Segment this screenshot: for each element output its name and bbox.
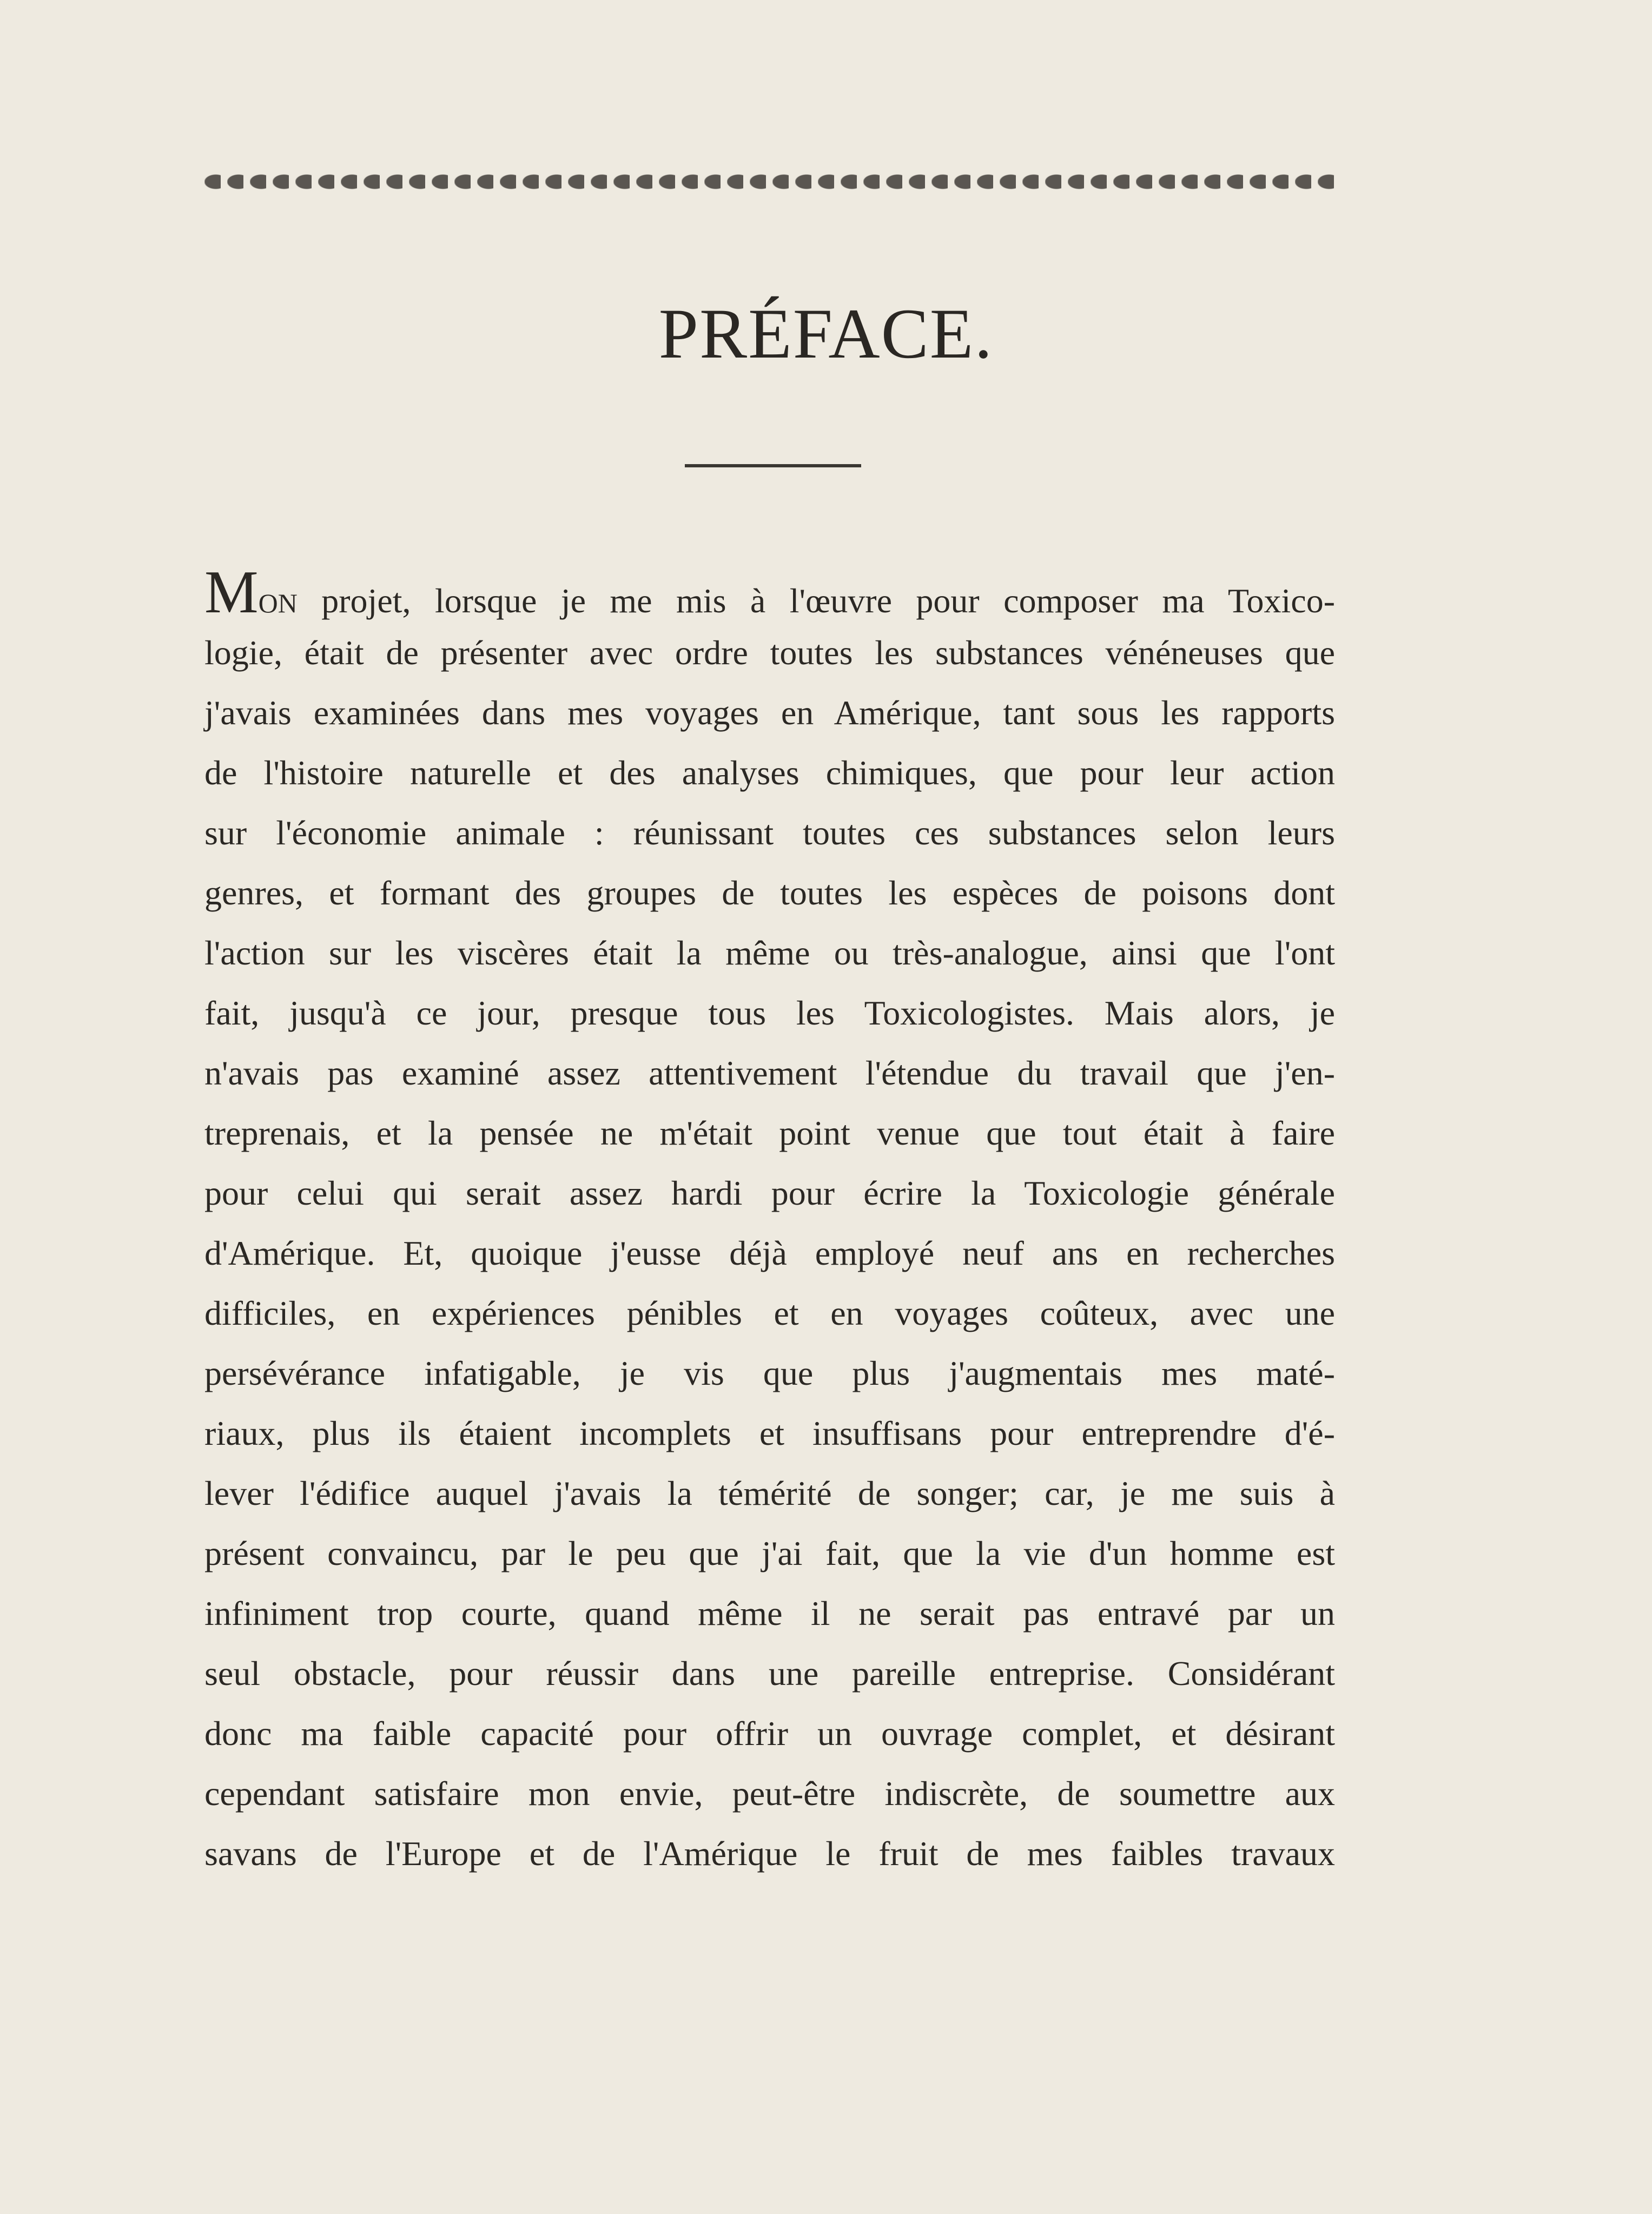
text-line-content: infiniment trop courte, quand même il ne serait pas entravé par un xyxy=(204,1594,1335,1633)
text-line-content: donc ma faible capacité pour offrir un ouvrage complet, et désirant xyxy=(204,1714,1335,1753)
text-line-content: difficiles, en expériences pénibles et en voyages coûteux, avec une xyxy=(204,1294,1335,1332)
text-line xyxy=(204,1283,1335,1343)
text-line-content: treprenais, et la pensée ne m'était point venue que tout était à faire xyxy=(204,1114,1335,1152)
first-line-text: projet, lorsque je me mis à l'œuvre pour composer ma Toxico- xyxy=(297,581,1335,620)
text-line xyxy=(204,683,1335,743)
text-line xyxy=(204,1043,1335,1103)
text-line xyxy=(204,1343,1335,1403)
text-line xyxy=(204,863,1335,923)
text-line-content: j'avais examinées dans mes voyages en Amérique, tant sous les rapports xyxy=(204,693,1335,732)
text-line-content: présent convaincu, par le peu que j'ai fait, que la vie d'un homme est xyxy=(204,1534,1335,1572)
body-text xyxy=(204,559,1335,1883)
text-line-content: de l'histoire naturelle et des analyses chimiques, que pour leur action xyxy=(204,754,1335,792)
text-line xyxy=(204,1403,1335,1463)
text-line xyxy=(204,1643,1335,1703)
text-line-content: savans de l'Europe et de l'Amérique le fruit de mes faibles travaux xyxy=(204,1834,1335,1873)
decorative-ornament-band xyxy=(204,172,1335,191)
drop-cap: M xyxy=(204,559,259,626)
page-title: PRÉFACE. xyxy=(658,294,994,373)
text-line xyxy=(204,1763,1335,1823)
text-line xyxy=(204,743,1335,803)
text-line xyxy=(204,1463,1335,1523)
text-line xyxy=(204,559,1335,626)
text-line-content: pour celui qui serait assez hardi pour écrire la Toxicologie générale xyxy=(204,1174,1335,1212)
text-line xyxy=(204,1223,1335,1283)
text-line-content: fait, jusqu'à ce jour, presque tous les Toxicologistes. Mais alors, je xyxy=(204,994,1335,1032)
text-line-content: lever l'édifice auquel j'avais la témérité de songer; car, je me suis à xyxy=(204,1474,1335,1512)
text-line xyxy=(204,803,1335,863)
title-divider xyxy=(685,464,861,467)
text-line-content: seul obstacle, pour réussir dans une pareille entreprise. Considérant xyxy=(204,1654,1335,1693)
text-line xyxy=(204,1163,1335,1223)
text-line-content: d'Amérique. Et, quoique j'eusse déjà employé neuf ans en recherches xyxy=(204,1234,1335,1272)
text-line-content: cependant satisfaire mon envie, peut-être indiscrète, de soumettre aux xyxy=(204,1774,1335,1813)
small-caps: ON xyxy=(258,588,298,618)
text-line-content: persévérance infatigable, je vis que plus j'augmentais mes maté- xyxy=(204,1354,1335,1392)
text-line xyxy=(204,1103,1335,1163)
text-line-content: sur l'économie animale : réunissant toutes ces substances selon leurs xyxy=(204,814,1335,852)
text-line-content: n'avais pas examiné assez attentivement l'étendue du travail que j'en- xyxy=(204,1054,1335,1092)
text-line xyxy=(204,1823,1335,1883)
text-line-content: riaux, plus ils étaient incomplets et insuffisans pour entreprendre d'é- xyxy=(204,1414,1335,1452)
text-line xyxy=(204,1523,1335,1583)
text-line-content: logie, était de présenter avec ordre toutes les substances vénéneuses que xyxy=(204,633,1335,672)
text-line-content: l'action sur les viscères était la même ou très-analogue, ainsi que l'ont xyxy=(204,934,1335,972)
text-line xyxy=(204,1703,1335,1763)
text-line xyxy=(204,983,1335,1043)
text-line xyxy=(204,1583,1335,1643)
text-line xyxy=(204,923,1335,983)
text-line xyxy=(204,623,1335,683)
text-line-content: genres, et formant des groupes de toutes les espèces de poisons dont xyxy=(204,874,1335,912)
